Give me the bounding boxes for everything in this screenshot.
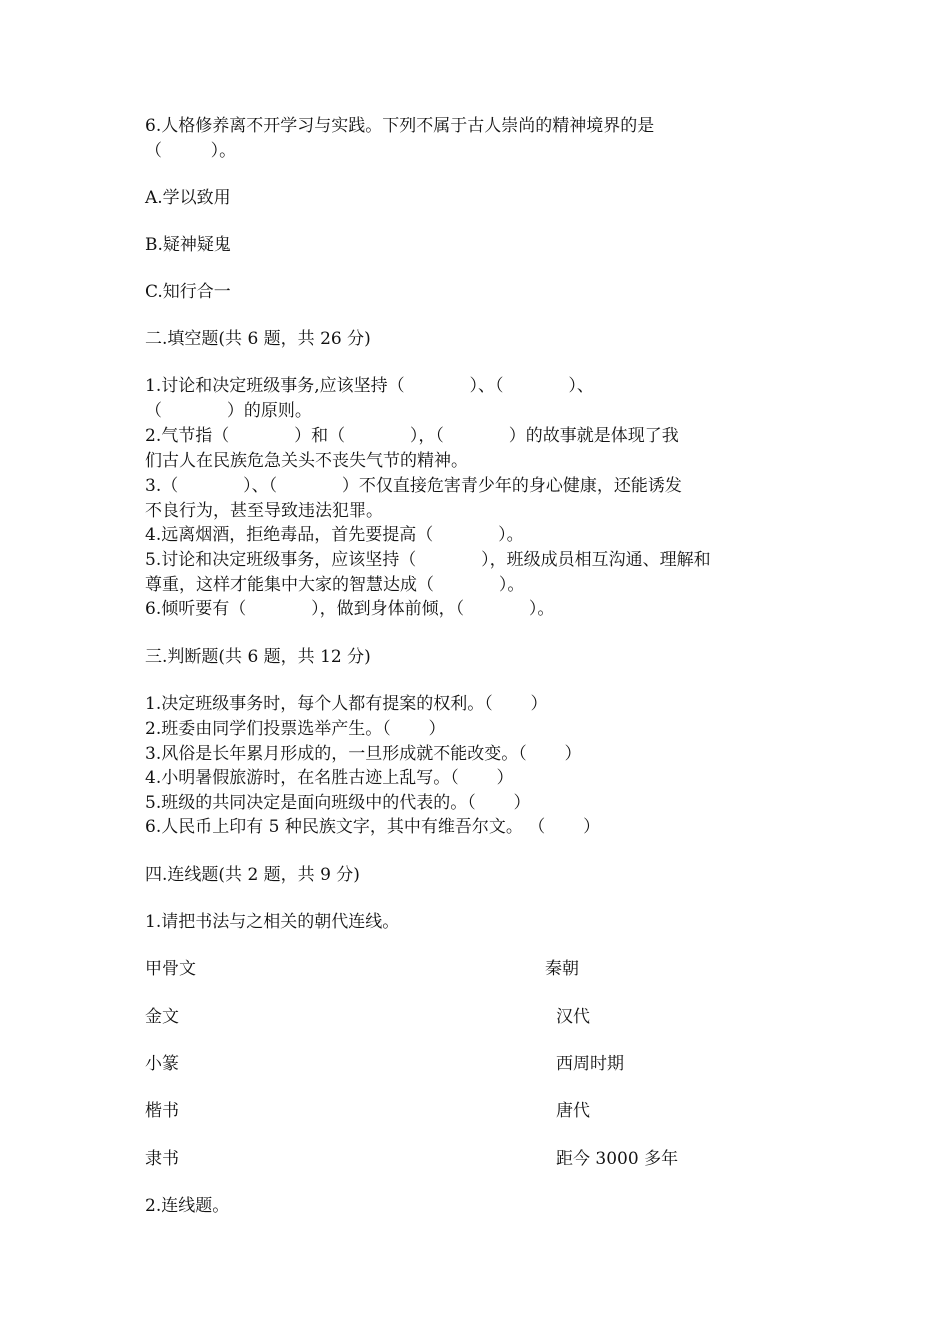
fill-line: 2.气节指（ ）和（ ），（ ）的故事就是体现了我 bbox=[145, 426, 679, 446]
option-c: C.知行合一 bbox=[145, 282, 231, 302]
left-item: 隶书 bbox=[145, 1149, 179, 1169]
fill-line: 3.（ ）、（ ）不仅直接危害青少年的身心健康，还能诱发 bbox=[145, 476, 682, 496]
question-6-text: 6.人格修养离不开学习与实践。下列不属于古人崇尚的精神境界的是 bbox=[145, 116, 655, 136]
fill-line: （ ）的原则。 bbox=[145, 401, 312, 421]
right-item: 唐代 bbox=[556, 1101, 590, 1121]
judge-line: 1.决定班级事务时，每个人都有提案的权利。（ ） bbox=[145, 694, 548, 714]
matching-question-2: 2.连线题。 bbox=[145, 1196, 230, 1216]
right-item: 汉代 bbox=[556, 1007, 590, 1027]
fill-line: 1.讨论和决定班级事务,应该坚持（ ）、（ ）、 bbox=[145, 376, 594, 396]
section-2-heading: 二.填空题(共 6 题，共 26 分) bbox=[145, 329, 371, 349]
option-b: B.疑神疑鬼 bbox=[145, 235, 231, 255]
fill-line: 尊重，这样才能集中大家的智慧达成（ ）。 bbox=[145, 575, 525, 595]
section-4-heading: 四.连线题(共 2 题，共 9 分) bbox=[145, 865, 360, 885]
judge-line: 6.人民币上印有 5 种民族文字，其中有维吾尔文。 （ ） bbox=[145, 817, 601, 837]
right-item: 秦朝 bbox=[545, 959, 579, 979]
matching-question-1: 1.请把书法与之相关的朝代连线。 bbox=[145, 912, 400, 932]
fill-line: 5.讨论和决定班级事务，应该坚持（ ），班级成员相互沟通、理解和 bbox=[145, 550, 711, 570]
fill-line: 不良行为，甚至导致违法犯罪。 bbox=[145, 501, 383, 521]
fill-line: 6.倾听要有（ ），做到身体前倾，（ ）。 bbox=[145, 599, 555, 619]
left-item: 金文 bbox=[145, 1007, 179, 1027]
judge-line: 2.班委由同学们投票选举产生。（ ） bbox=[145, 719, 446, 739]
left-item: 甲骨文 bbox=[145, 959, 196, 979]
fill-line: 4.远离烟酒，拒绝毒品，首先要提高（ ）。 bbox=[145, 525, 524, 545]
judge-line: 5.班级的共同决定是面向班级中的代表的。（ ） bbox=[145, 793, 531, 813]
option-a: A.学以致用 bbox=[145, 188, 231, 208]
right-item: 距今 3000 多年 bbox=[556, 1149, 679, 1169]
fill-line: 们古人在民族危急关头不丧失气节的精神。 bbox=[145, 451, 468, 471]
question-6-blank: （ ）。 bbox=[145, 141, 237, 161]
left-item: 楷书 bbox=[145, 1101, 179, 1121]
section-3-heading: 三.判断题(共 6 题，共 12 分) bbox=[145, 647, 371, 667]
judge-line: 4.小明暑假旅游时，在名胜古迹上乱写。（ ） bbox=[145, 768, 514, 788]
right-item: 西周时期 bbox=[556, 1054, 624, 1074]
left-item: 小篆 bbox=[145, 1054, 179, 1074]
judge-line: 3.风俗是长年累月形成的，一旦形成就不能改变。（ ） bbox=[145, 744, 582, 764]
